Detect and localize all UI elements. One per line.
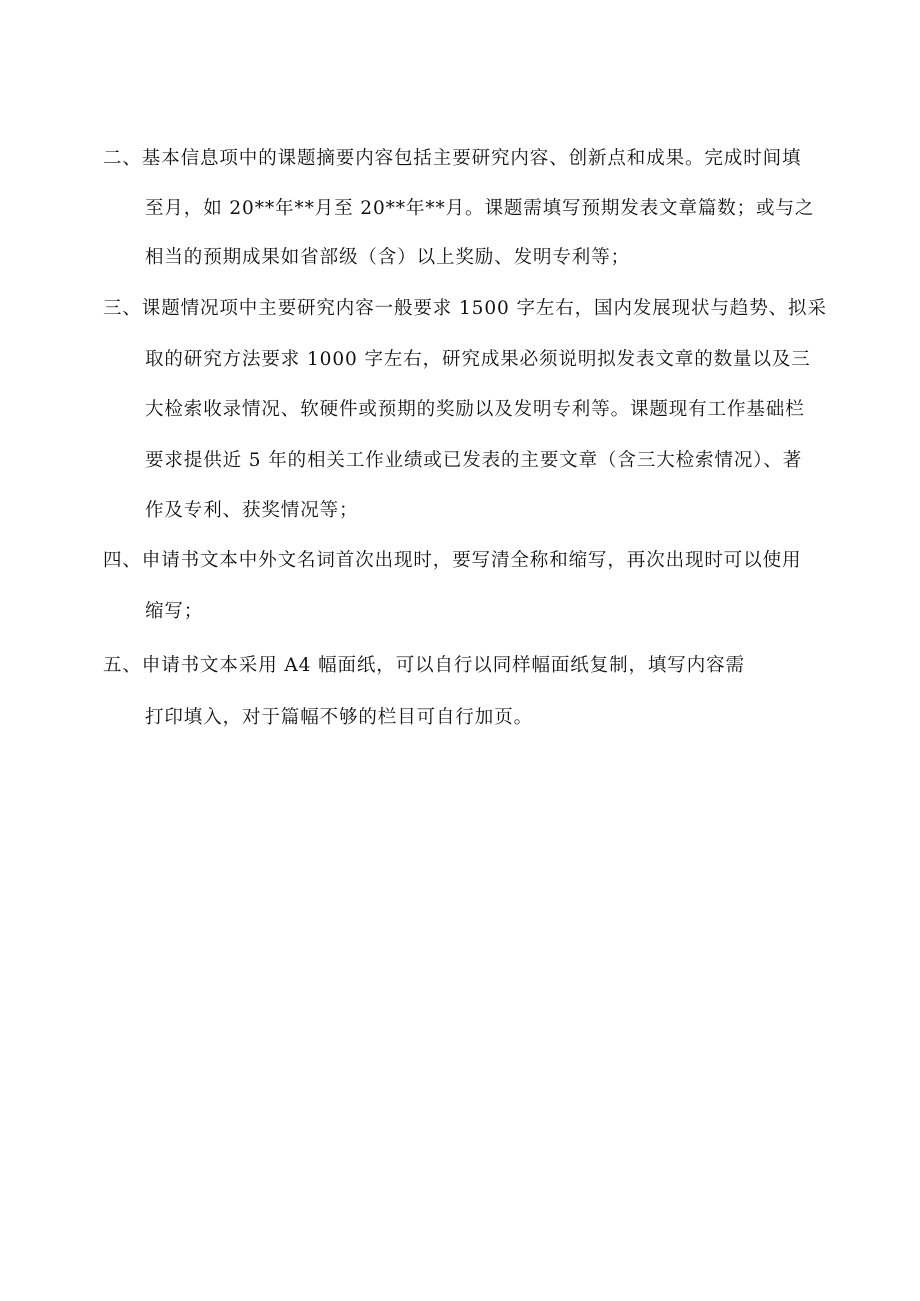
instruction-3-line-2: 取的研究方法要求 1000 字左右，研究成果必须说明拟发表文章的数量以及三	[145, 349, 811, 370]
instruction-3-line-3: 大检索收录情况、软硬件或预期的奖励以及发明专利等。课题现有工作基础栏	[145, 399, 805, 420]
instruction-5-line-2: 打印填入，对于篇幅不够的栏目可自行加页。	[145, 707, 534, 728]
instruction-5-line-1: 五、申请书文本采用 A4 幅面纸，可以自行以同样幅面纸复制，填写内容需	[103, 655, 745, 676]
instruction-2-line-2: 至月，如 20**年**月至 20**年**月。课题需填写预期发表文章篇数；或与之	[145, 198, 815, 219]
instruction-2-line-3: 相当的预期成果如省部级（含）以上奖励、发明专利等；	[145, 247, 631, 268]
instruction-3-line-1: 三、课题情况项中主要研究内容一般要求 1500 字左右，国内发展现状与趋势、拟采	[103, 298, 827, 319]
instruction-4-line-2: 缩写；	[145, 601, 204, 622]
instruction-3-line-4: 要求提供近 5 年的相关工作业绩或已发表的主要文章（含三大检索情况）、著	[145, 450, 803, 471]
instruction-2-line-1: 二、基本信息项中的课题摘要内容包括主要研究内容、创新点和成果。完成时间填	[103, 148, 802, 169]
instruction-4-line-1: 四、申请书文本中外文名词首次出现时，要写清全称和缩写，再次出现时可以使用	[103, 550, 802, 571]
instruction-3-line-5: 作及专利、获奖情况等；	[145, 500, 359, 521]
